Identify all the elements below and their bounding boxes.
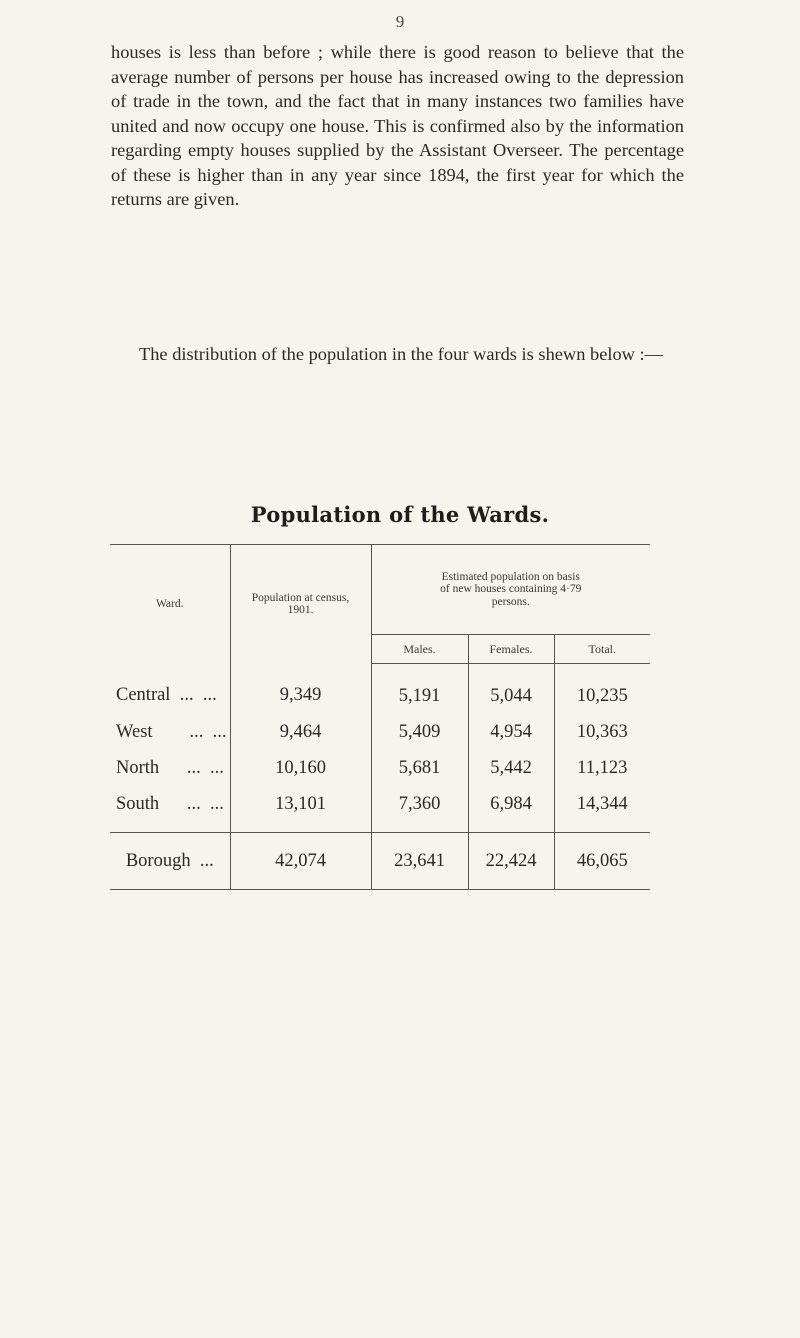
ward-name: West ... ...	[116, 721, 227, 742]
males-value: 5,681	[371, 750, 468, 786]
census-value: 13,101	[230, 786, 371, 833]
population-table	[110, 544, 650, 890]
total-value: 10,363	[554, 714, 650, 750]
header-estimated-label: Estimated population on basis of new houses containing 4·79 persons.	[440, 570, 582, 608]
males-value: 7,360	[371, 786, 468, 833]
table-row	[110, 786, 650, 833]
females-value: 5,442	[468, 750, 554, 786]
header-estimated	[371, 545, 650, 635]
body-paragraph-1: houses is less than before ; while there is good reason to believe that the average number of persons per house has increased owing to the depression of trade in the town, and the fact that in many instances two families have united and now occupy one house. This is confirmed also by the information regarding empty houses supplied by the Assistant Overseer. The percentage of these is higher than in any year since 1894, the first year for which the returns are given.	[111, 42, 684, 209]
borough-census: 42,074	[230, 833, 371, 890]
borough-label: Borough ...	[110, 833, 230, 890]
table-row	[110, 664, 650, 715]
body-paragraph-2: The distribution of the population in the four wards is shewn below :—	[139, 344, 664, 364]
total-value: 11,123	[554, 750, 650, 786]
table-row	[110, 714, 650, 750]
census-value: 9,464	[230, 714, 371, 750]
total-value: 10,235	[554, 664, 650, 715]
header-total: Total.	[554, 635, 650, 664]
borough-males: 23,641	[371, 833, 468, 890]
total-value: 14,344	[554, 786, 650, 833]
females-value: 6,984	[468, 786, 554, 833]
borough-females: 22,424	[468, 833, 554, 890]
header-females: Females.	[468, 635, 554, 664]
census-value: 10,160	[230, 750, 371, 786]
table-heading: Population of the Wards.	[250, 502, 550, 527]
table-row	[110, 750, 650, 786]
ward-name: Central ... ...	[116, 685, 217, 706]
header-ward: Ward.	[110, 545, 230, 664]
census-value: 9,349	[230, 664, 371, 715]
total-row	[110, 833, 650, 890]
males-value: 5,409	[371, 714, 468, 750]
ward-name: South ... ...	[116, 793, 224, 814]
page-number: 9	[395, 12, 405, 31]
borough-total: 46,065	[554, 833, 650, 890]
females-value: 4,954	[468, 714, 554, 750]
header-census	[230, 545, 371, 664]
ward-name: North ... ...	[116, 757, 224, 778]
females-value: 5,044	[468, 664, 554, 715]
header-males: Males.	[371, 635, 468, 664]
males-value: 5,191	[371, 664, 468, 715]
header-census-label: Population at census, 1901.	[251, 591, 350, 617]
